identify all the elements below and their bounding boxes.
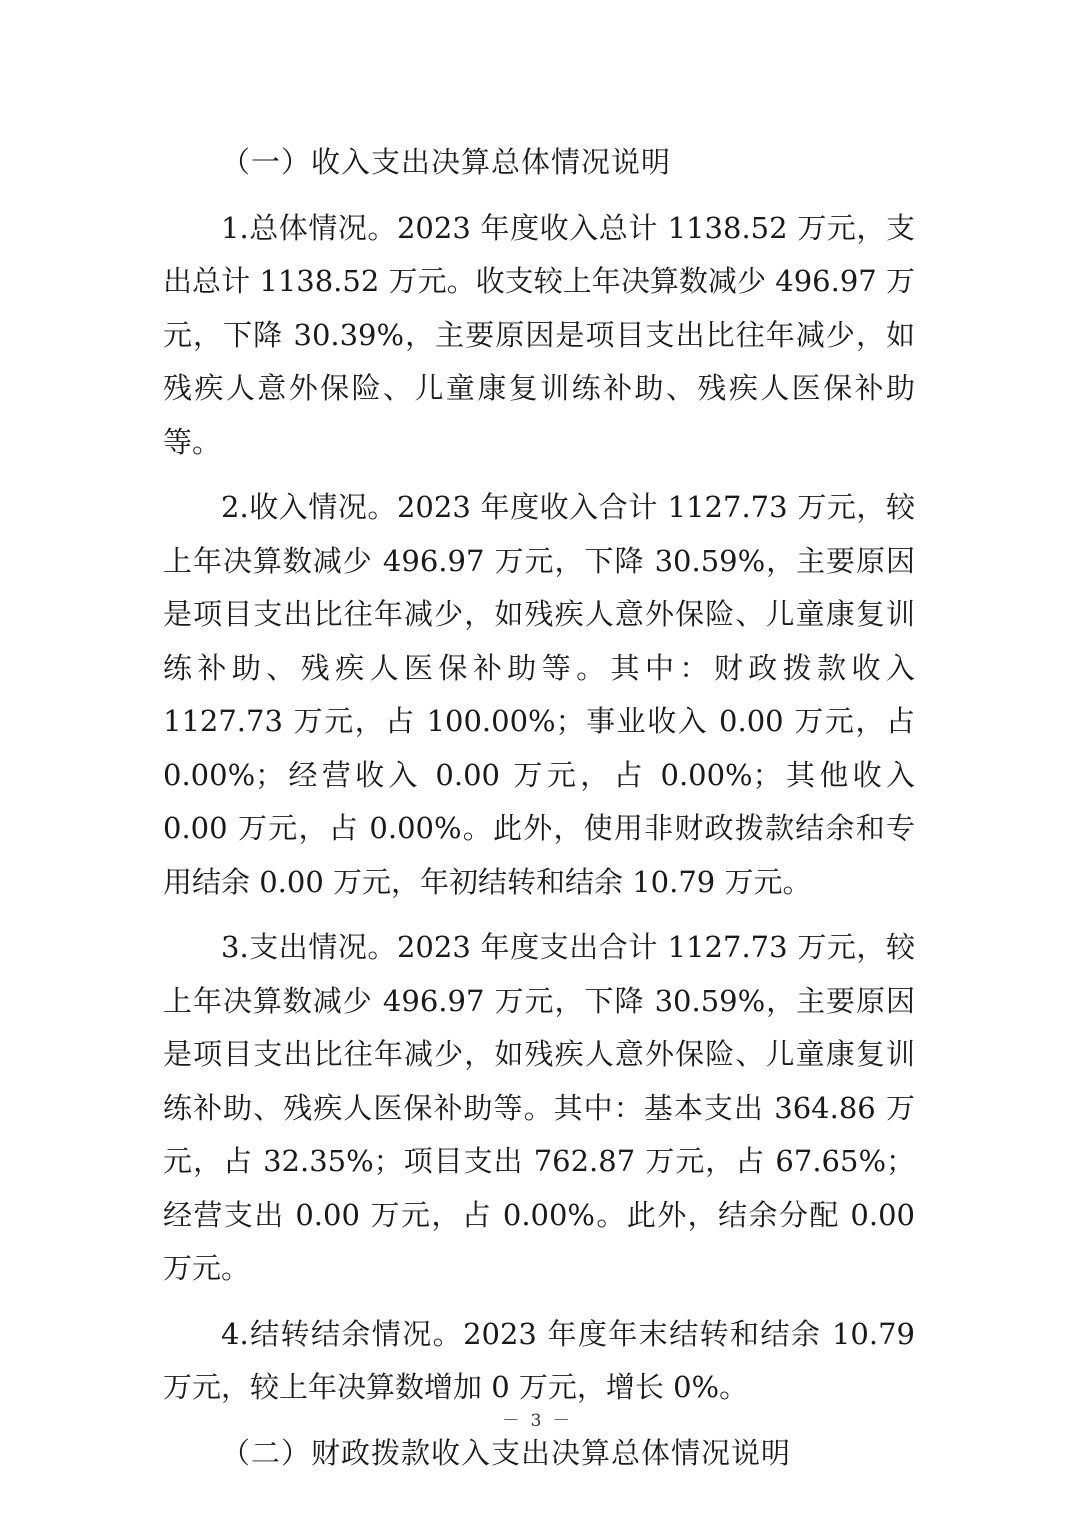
paragraph-expenditure: 3.支出情况。2023 年度支出合计 1127.73 万元，较上年决算数减少 496.97 万元，下降 30.59%，主要原因是项目支出比往年减少，如残疾人意外保险、儿童康复训练补助、残疾人医保补助等。其中：基本支出 364.86 万元，占 32.35%；项目支出 762.87 万元，占 67.65%；经营支出 0.00 万元，占 0.00%。此外，结余分配 0.00 万元。: [163, 930, 915, 1285]
paragraph-balance: 4.结转结余情况。2023 年度年末结转和结余 10.79 万元，较上年决算数增加 0 万元，增长 0%。: [163, 1316, 915, 1404]
section-heading-1: （一）收入支出决算总体情况说明: [221, 145, 672, 179]
document-body: [163, 136, 915, 1492]
section-heading-2: （二）财政拨款收入支出决算总体情况说明: [221, 1435, 792, 1470]
paragraph-overall: 1.总体情况。2023 年度收入总计 1138.52 万元，支出总计 1138.52 万元。收支较上年决算数减少 496.97 万元，下降 30.39%，主要原因是项目支出比往年减少，如残疾人意外保险、儿童康复训练补助、残疾人医保补助等。: [163, 210, 915, 459]
paragraph-income: 2.收入情况。2023 年度收入合计 1127.73 万元，较上年决算数减少 496.97 万元，下降 30.59%，主要原因是项目支出比往年减少，如残疾人意外保险、儿童康复训练补助、残疾人医保补助等。其中：财政拨款收入 1127.73 万元，占 100.00%；事业收入 0.00 万元，占 0.00%；经营收入 0.00 万元，占 0.00%；其他收入 0.00 万元，占 0.00%。此外，使用非财政拨款结余和专用结余 0.00 万元，年初结转和结余 10.79 万元。: [163, 490, 915, 899]
page-number: － 3 －: [502, 1411, 573, 1431]
